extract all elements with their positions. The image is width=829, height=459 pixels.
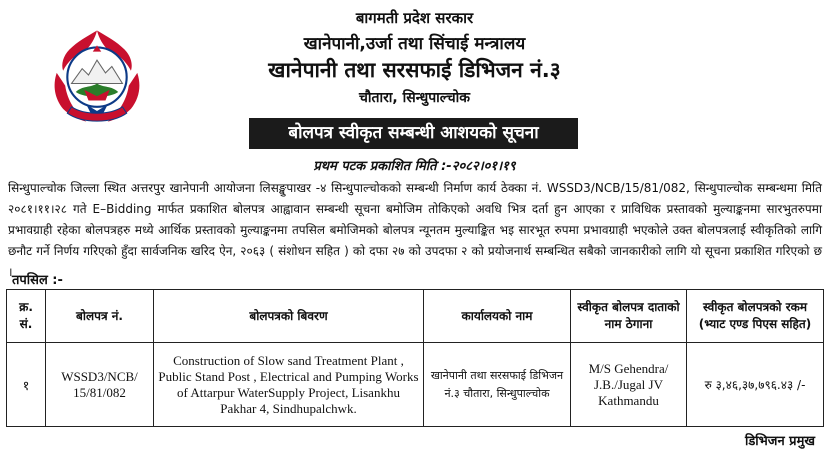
col-header-sn: क्र. सं. xyxy=(7,290,46,343)
office-location: चौतारा, सिन्धुपाल्चोक xyxy=(358,90,471,106)
table-row xyxy=(7,343,824,427)
cell-sn: १ xyxy=(7,343,46,427)
col-header-bid-no: बोलपत्र नं. xyxy=(46,290,154,343)
col-header-office: कार्यालयको नाम xyxy=(424,290,571,343)
bid-table xyxy=(6,289,824,427)
col-header-bidder: स्वीकृत बोलपत्र दाताको नाम ठेगाना xyxy=(571,290,687,343)
col-header-description: बोलपत्रको बिवरण xyxy=(154,290,424,343)
ministry-name: खानेपानी,उर्जा तथा सिंचाई मन्त्रालय xyxy=(303,34,526,54)
cell-bid-no: WSSD3/NCB/ 15/81/082 xyxy=(46,343,154,427)
table-header-row xyxy=(7,290,824,343)
cell-bidder: M/S Gehendra/ J.B./Jugal JV Kathmandu xyxy=(571,343,687,427)
publish-date: प्रथम पटक प्रकाशित मिति :-२०८२।०१।१९ xyxy=(313,159,516,174)
cell-amount: रु ३,४६,३७,७९६.४३ /- xyxy=(687,343,824,427)
cell-description: Construction of Slow sand Treatment Plant , Public Stand Post , Electrical and Pumping Works of Attarpur WaterSupply Project, Lisankhu Pakhar 4, Sindhupalchwk. xyxy=(154,343,424,427)
government-name: बागमती प्रदेश सरकार xyxy=(355,9,474,27)
signature-title: डिभिजन प्रमुख xyxy=(744,434,815,449)
tapsil-label: तपसिल :- xyxy=(12,273,63,288)
cell-office: खानेपानी तथा सरसफाई डिभिजन नं.३ चौतारा, सिन्धुपाल्चोक xyxy=(424,343,571,427)
division-name: खानेपानी तथा सरसफाई डिभिजन नं.३ xyxy=(268,58,561,82)
col-header-amount: स्वीकृत बोलपत्रको रकम (भ्याट एण्ड पिएस सहित) xyxy=(687,290,824,343)
notice-body: सिन्धुपाल्चोक जिल्ला स्थित अत्तरपुर खानेपानी आयोजना लिसङ्खुपाखर -४ सिन्धुपाल्चोकको सम्बन्धी निर्माण कार्य ठेक्का नं. WSSD3/NCB/15/81/082, सिन्धुपाल्चोक सम्बन्धमा मिति २०८१।११।२८ गते E–Bidding मार्फत प्रकाशित बोलपत्र आह्वावान सम्बन्धी सूचना बमोजिम तोकिएको अवधि भित्र दर्ता हुन आएका र प्राविधिक प्रस्तावको मुल्याङ्कनमा सारभुतरुपमा प्रभावग्राही रहेका बोलपत्रहरु मध्ये आर्थिक प्रस्तावको मुल्याङ्कनमा तपसिल बमोजिमको बोलपत्र न्यूनतम मुल्याङ्कित भइ सारभूत रुपमा प्रभावग्राही भएकोले उक्त बोलपत्रलाई स्वीकृतिको लागि छनौट गर्ने निर्णय गरिएको हुँदा सार्वजनिक खरिद ऐन, २०६३ ( संशोधन सहित ) को दफा २७ को उपदफा २ को प्रयोजनार्थ सम्बन्धित सबैको जानकारीको लागि यो सूचना प्रकाशित गरिएको छ । xyxy=(8,181,822,279)
notice-title: बोलपत्र स्वीकृत सम्बन्धी आशयको सूचना xyxy=(249,118,578,149)
